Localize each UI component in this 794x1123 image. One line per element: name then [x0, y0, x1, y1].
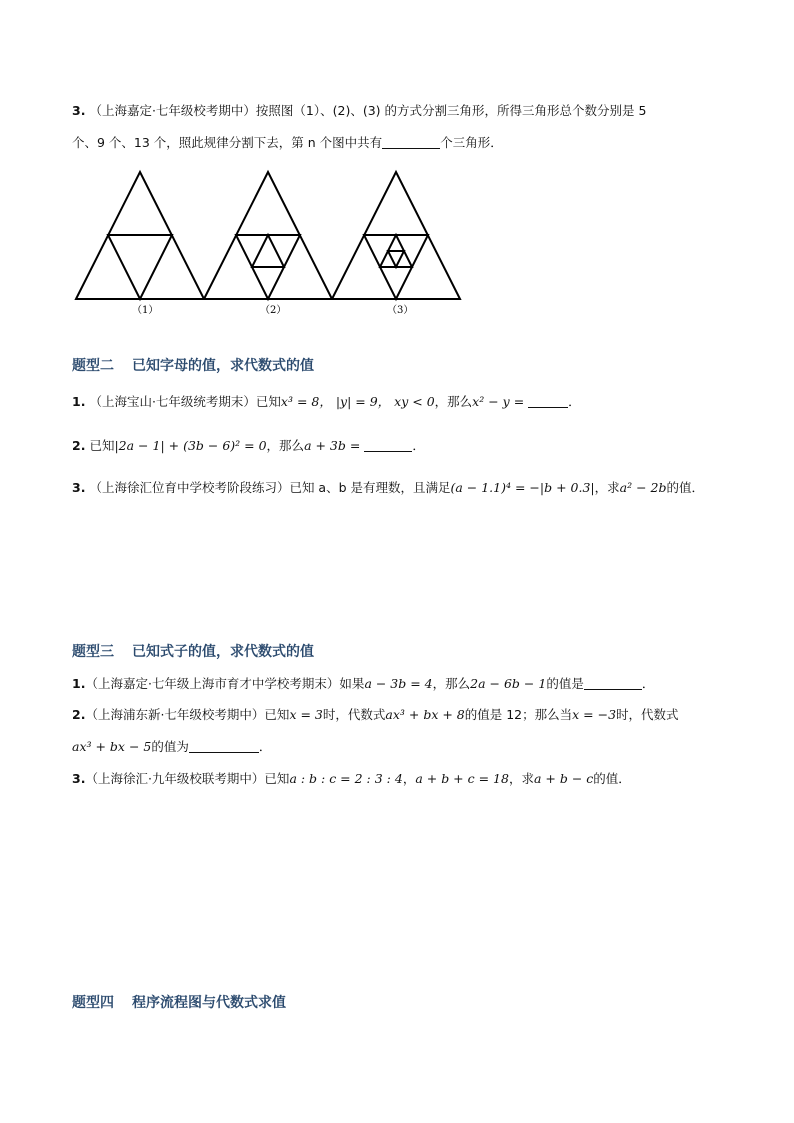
- caption-2: （2）: [260, 305, 287, 316]
- s3-q2-mid: 时，代数式: [322, 707, 386, 722]
- s3-q2-expr2: ax³ + bx − 5: [72, 739, 152, 754]
- section-3-heading: [72, 641, 314, 661]
- s2-q2: [72, 437, 734, 455]
- s3-q3-math: a : b : c = 2 : 3 : 4: [289, 771, 403, 786]
- s3-q2-line2: [72, 738, 734, 756]
- answer-blank[interactable]: [382, 136, 440, 149]
- s3-q1-post: 的值是: [546, 676, 584, 691]
- s3-q1-text: （上海嘉定·七年级上海市育才中学校考期末）如果: [85, 676, 365, 691]
- s2-q1-expr: x² − y =: [472, 394, 525, 409]
- s2-q2-end: ．: [412, 438, 425, 453]
- answer-blank[interactable]: [364, 439, 412, 452]
- section-2-label: 题型二: [72, 358, 114, 374]
- s2-q2-number: 2.: [72, 438, 86, 453]
- answer-blank[interactable]: [189, 740, 259, 753]
- s3-q3-expr: a + b + c = 18: [415, 771, 509, 786]
- figure-2: [204, 172, 332, 299]
- section-4-label: 题型四: [72, 995, 114, 1011]
- s3-q3-math2: a + b − c: [533, 771, 594, 786]
- s2-q2-math: |2a − 1| + (3b − 6)² = 0: [114, 438, 267, 453]
- s3-q1-math: a − 3b = 4: [364, 676, 433, 691]
- s2-q3-number: 3.: [72, 480, 86, 495]
- s3-q2: [72, 706, 734, 724]
- s3-q2-math: x = 3: [289, 707, 323, 722]
- s3-q2-expr: ax³ + bx + 8: [385, 707, 465, 722]
- s3-q3: [72, 770, 734, 788]
- s3-q1-expr: 2a − 6b − 1: [470, 676, 547, 691]
- s3-q2-post: 的值是 12；那么当: [464, 707, 573, 722]
- s3-q2-math2: x = −3: [572, 707, 617, 722]
- s3-q3-post: ，求: [508, 771, 534, 786]
- q3-line2: [72, 134, 734, 152]
- q3-text-3: 个三角形．: [440, 135, 503, 150]
- s2-q1-text: （上海宝山·七年级统考期末）已知: [89, 394, 281, 409]
- s2-q2-expr: a + 3b =: [304, 438, 361, 453]
- s3-q2-text: （上海浦东新·七年级校考期中）已知: [85, 707, 290, 722]
- s2-q1-number: 1.: [72, 394, 86, 409]
- s2-q1-end: ．: [568, 394, 581, 409]
- triangle-figures: [70, 168, 470, 323]
- s2-q3-math: (a − 1.1)⁴ = −|b + 0.3|: [450, 480, 595, 495]
- s2-q3-expr: a² − 2b: [619, 480, 667, 495]
- caption-1: （1）: [132, 305, 159, 316]
- section-2-title: 已知字母的值，求代数式的值: [132, 358, 314, 374]
- s3-q1-end: ．: [641, 676, 655, 691]
- s2-q1-mid: ，那么: [434, 394, 473, 409]
- s3-q3-text: （上海徐汇·九年级校联考期中）已知: [85, 771, 290, 786]
- s2-q1-math: x³ = 8， |y| = 9， xy < 0: [280, 394, 435, 409]
- s2-q3: [72, 479, 734, 497]
- s2-q3-text: （上海徐汇位育中学校考阶段练习）已知 a、b 是有理数，且满足: [89, 480, 451, 495]
- q3-text-1: （上海嘉定·七年级校考期中）按照图（1）、(2)、(3) 的方式分割三角形，所得三角形总个数分别是 5: [89, 103, 647, 118]
- s2-q2-mid: ，那么: [266, 438, 305, 453]
- s2-q1: [72, 393, 734, 411]
- caption-3: （3）: [387, 305, 414, 316]
- figure-1: [76, 172, 204, 299]
- s3-q3-number: 3.: [72, 771, 86, 786]
- s3-q1-mid: ，那么: [432, 676, 471, 691]
- section-2-heading: [72, 355, 314, 375]
- s2-q2-text: 已知: [89, 438, 115, 453]
- s3-q1-number: 1.: [72, 676, 86, 691]
- s3-q3-end: 的值．: [593, 771, 631, 786]
- answer-blank[interactable]: [584, 677, 642, 690]
- s3-q2-text2: 的值为: [151, 739, 189, 754]
- s3-q2-number: 2.: [72, 707, 86, 722]
- s2-q3-mid: ，求: [594, 480, 620, 495]
- s3-q3-mid: ，: [402, 771, 416, 786]
- section-4-heading: [72, 992, 286, 1012]
- section-3-title: 已知式子的值，求代数式的值: [132, 644, 314, 660]
- s3-q1: [72, 675, 734, 693]
- s2-q3-end: 的值．: [666, 480, 704, 495]
- q3-text-2: 个、9 个、13 个，照此规律分割下去，第 n 个图中共有: [72, 135, 383, 150]
- q3-line1: [72, 102, 734, 120]
- q3-number: 3.: [72, 103, 86, 118]
- section-3-label: 题型三: [72, 644, 114, 660]
- s3-q2-post2: 时，代数式: [616, 707, 679, 722]
- answer-blank[interactable]: [528, 395, 568, 408]
- section-4-title: 程序流程图与代数式求值: [132, 995, 286, 1011]
- s3-q2-end: ．: [258, 739, 272, 754]
- figure-3: [332, 172, 460, 299]
